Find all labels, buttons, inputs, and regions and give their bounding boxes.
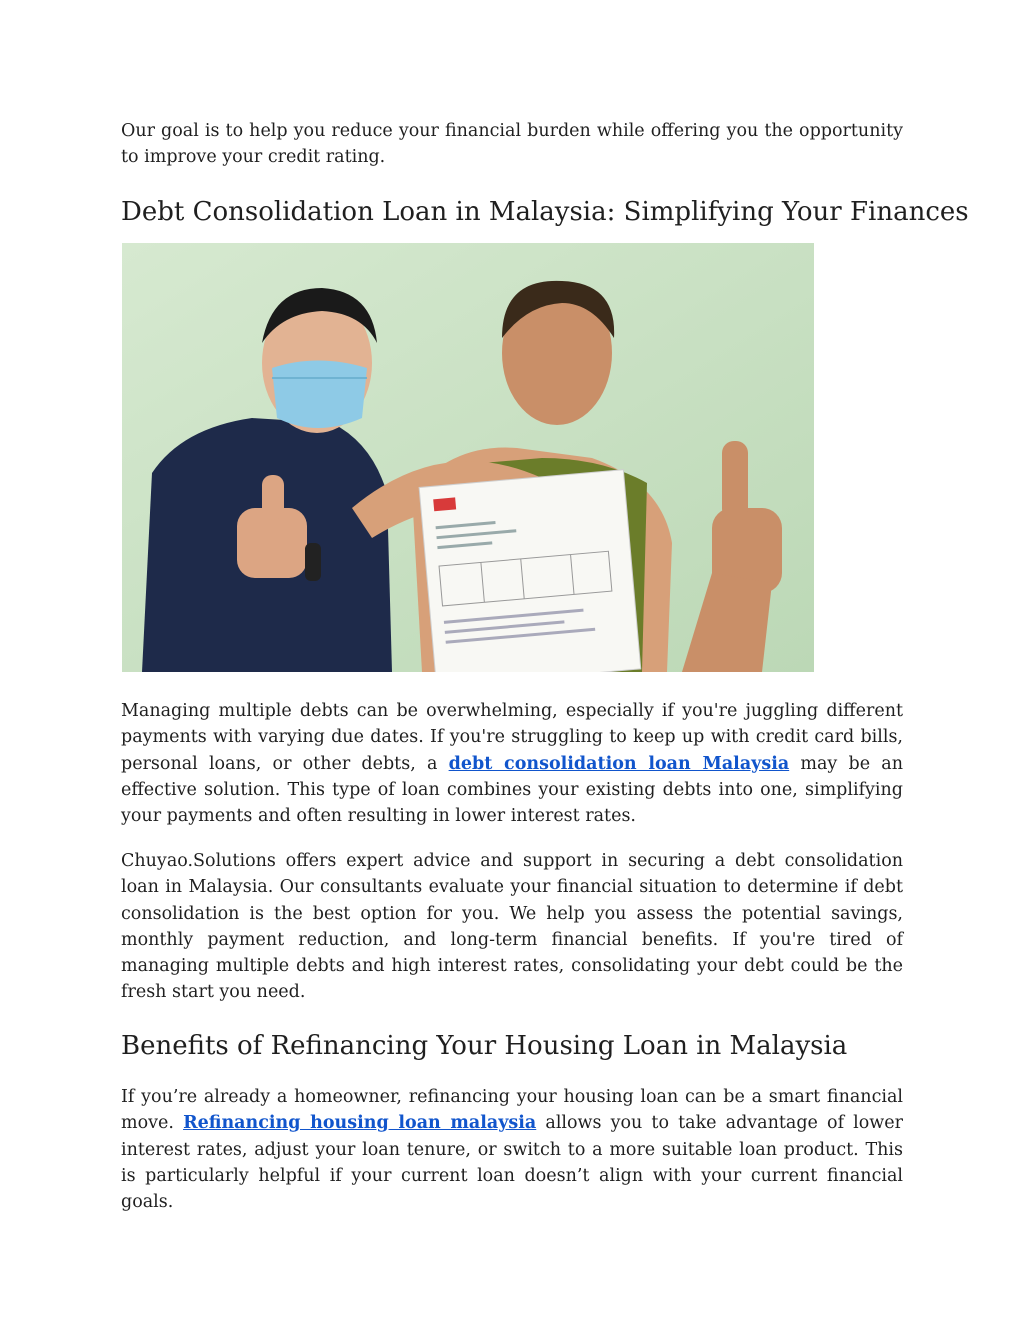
paragraph-text: Managing multiple debts can be overwhelming, especially if you're juggling different payments with varying due dates. If you're struggling to keep up with credit card bills, personal loans, or other debts, a bbox=[121, 701, 903, 774]
section-heading-refinancing: Benefits of Refinancing Your Housing Loan in Malaysia bbox=[121, 1031, 848, 1061]
intro-paragraph: Our goal is to help you reduce your financial burden while offering you the opportunity to improve your credit rating. bbox=[121, 121, 903, 168]
refinancing-paragraph bbox=[121, 1084, 903, 1215]
refinancing-housing-loan-link[interactable]: Refinancing housing loan malaysia bbox=[183, 1113, 537, 1134]
paragraph-text: may be an effective solution. This type of loan combines your existing debts into one, simplifying your payments and often resulting in lower interest rates. bbox=[121, 753, 903, 827]
chuyao-solutions-paragraph: Chuyao.Solutions offers expert advice and support in securing a debt consolidation loan in Malaysia. Our consultants evaluate your financial situation to determine if debt consolidation is the best option for you. We help you assess the potential savings, monthly payment reduction, and long-term financial benefits. If you're tired of managing multiple debts and high interest rates, consolidating your debt could be the fresh start you need. bbox=[121, 851, 903, 1003]
customer-photo bbox=[122, 243, 814, 672]
paragraph-text: allows you to take advantage of lower interest rates, adjust your loan tenure, or switch to a more suitable loan product. This is particularly helpful if your current loan doesn’t align with your current financial goals. bbox=[121, 1113, 903, 1213]
section-heading-debt-consolidation: Debt Consolidation Loan in Malaysia: Simplifying Your Finances bbox=[121, 197, 969, 227]
debt-consolidation-link[interactable]: debt consolidation loan Malaysia bbox=[448, 753, 790, 774]
debt-consolidation-paragraph bbox=[121, 698, 903, 829]
paragraph-text: If you’re already a homeowner, refinancing your housing loan can be a smart financial move. bbox=[121, 1087, 903, 1134]
